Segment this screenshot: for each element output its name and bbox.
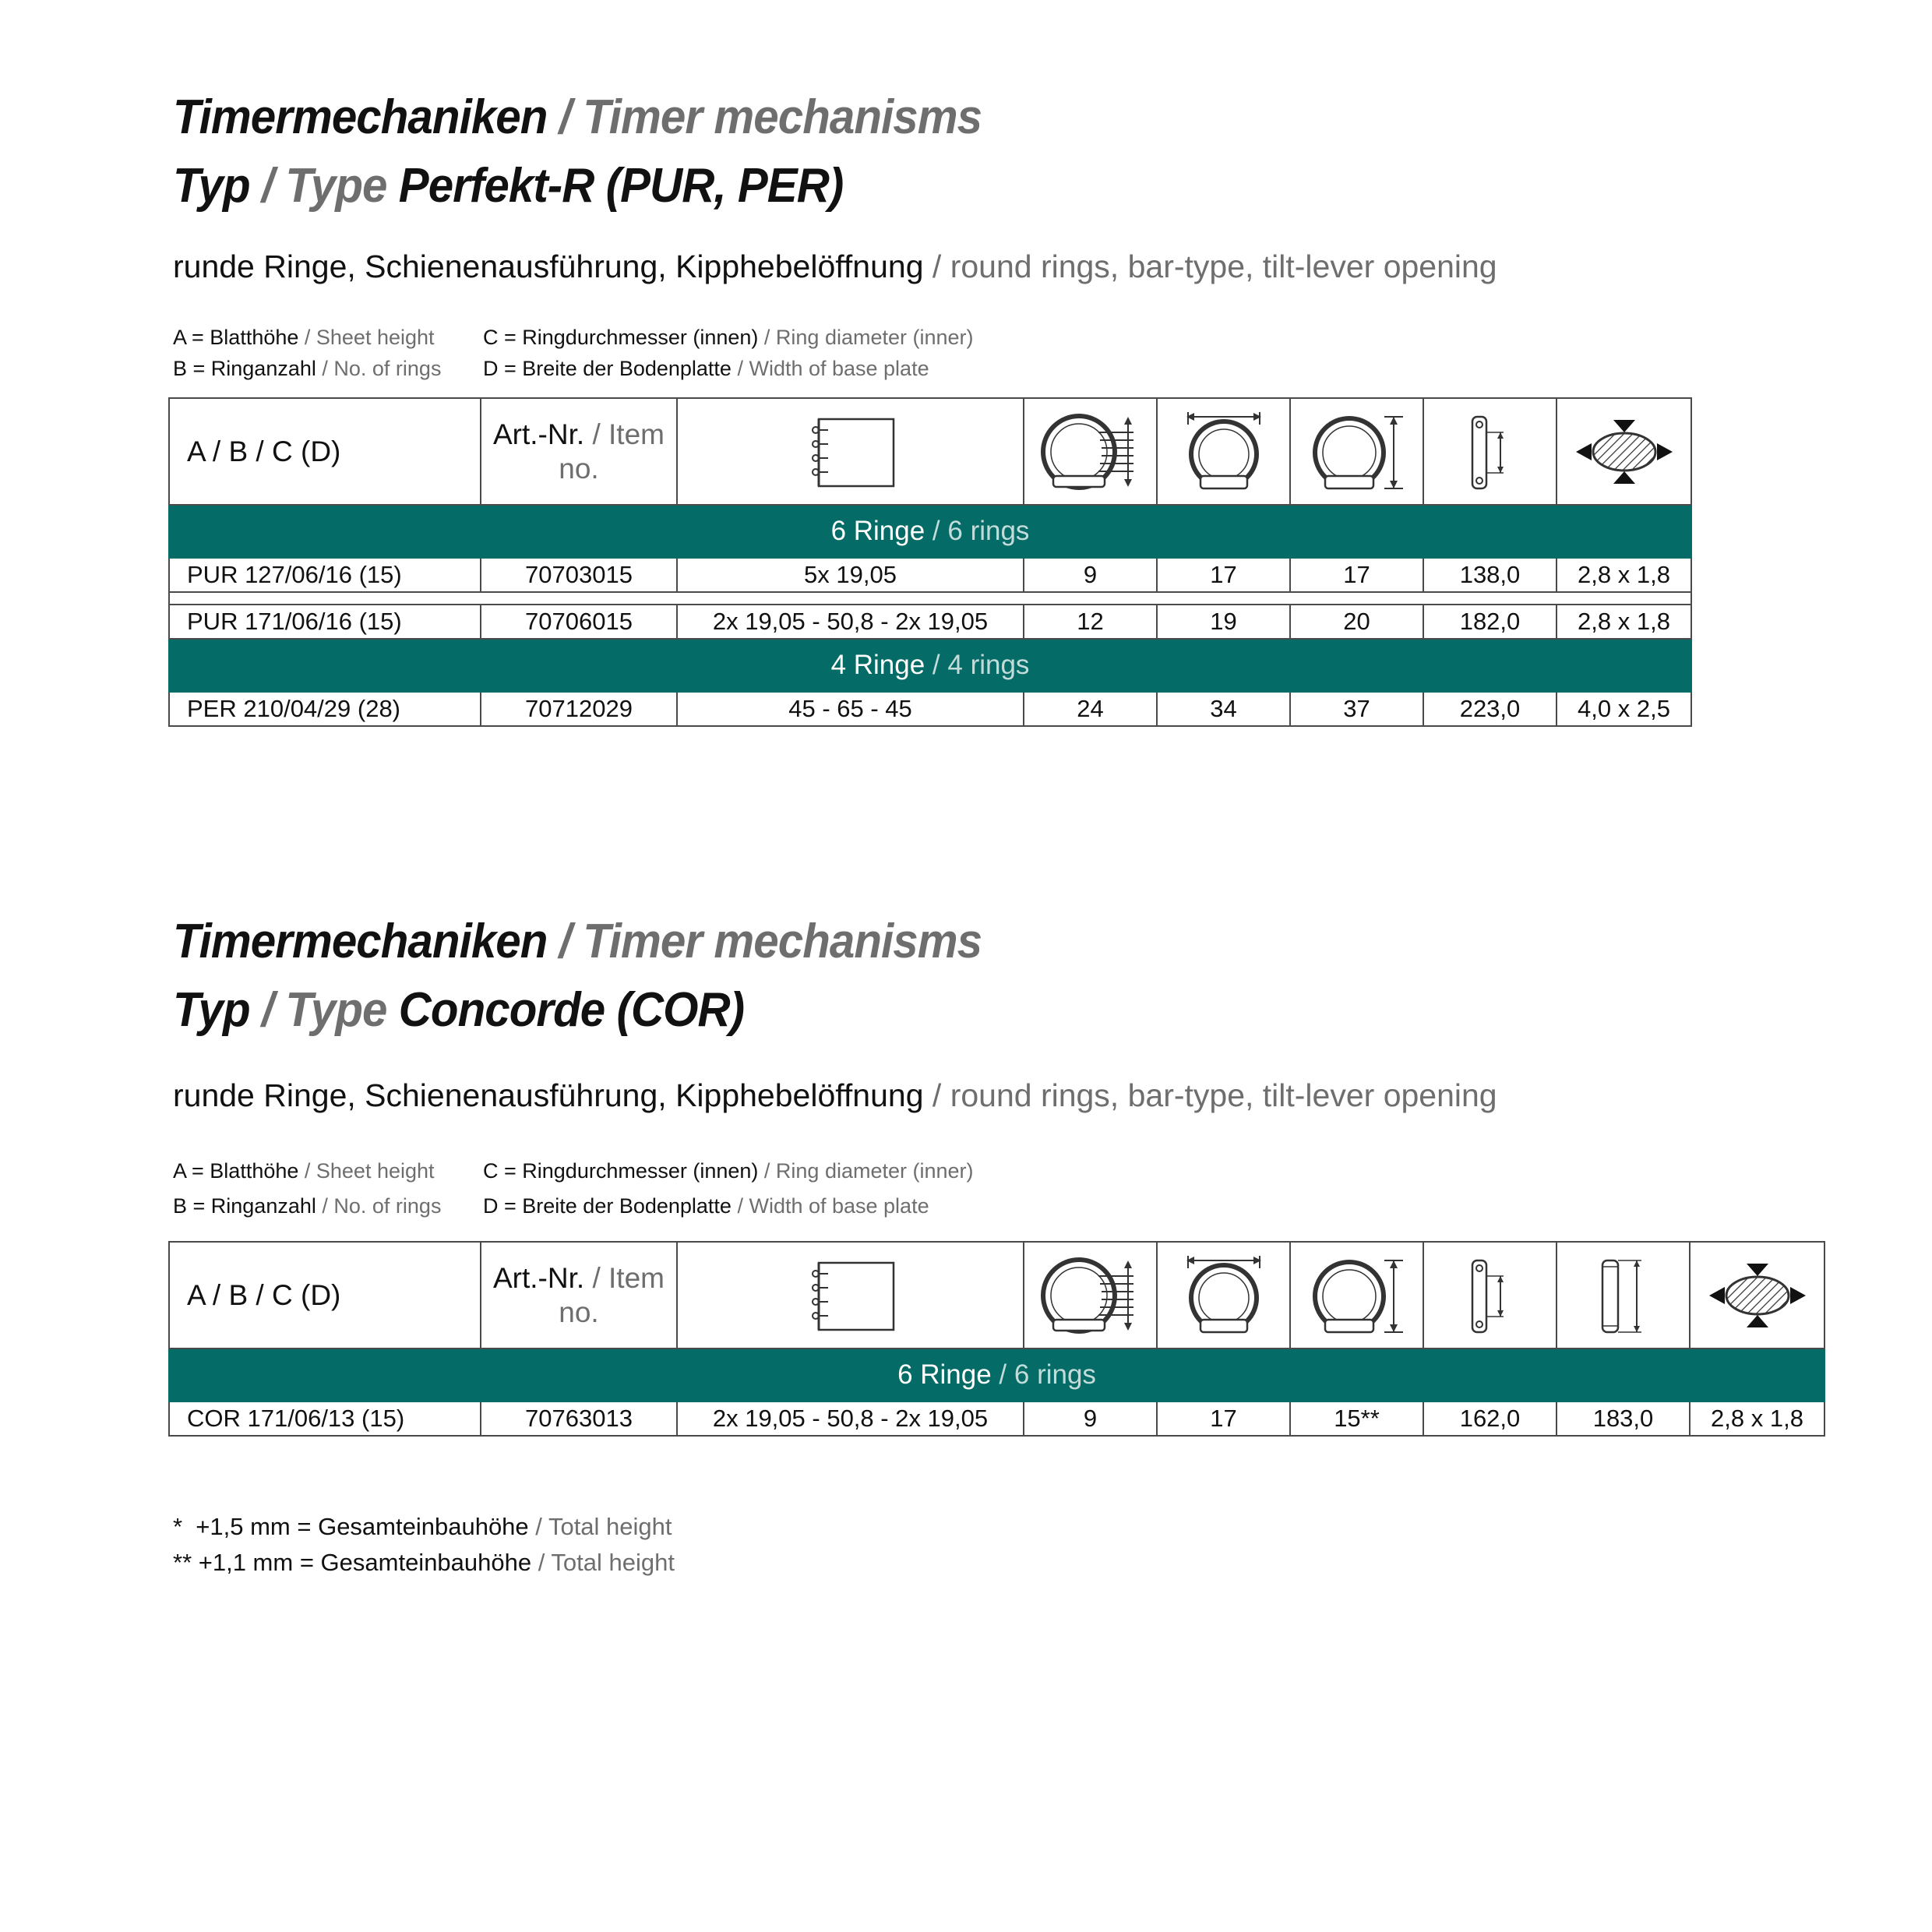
cell-ring-spacing: 5x 19,05 [677, 558, 1024, 592]
cell-abcd: PUR 127/06/16 (15) [169, 558, 481, 592]
title-sep: / [547, 915, 583, 968]
cell-ring-spacing: 2x 19,05 - 50,8 - 2x 19,05 [677, 1401, 1024, 1436]
hole-profile-icon [1557, 398, 1691, 505]
cell-base-length: 182,0 [1423, 605, 1557, 639]
header-abcd: A / B / C (D) [169, 398, 481, 505]
sheet-rings-icon [677, 1242, 1024, 1349]
cell-width: 19 [1157, 605, 1290, 639]
cell-hole-profile: 2,8 x 1,8 [1557, 605, 1691, 639]
cell-height: 37 [1290, 692, 1423, 726]
cell-hole-profile: 4,0 x 2,5 [1557, 692, 1691, 726]
cell-height: 15** [1290, 1401, 1423, 1436]
title-sep: / [547, 90, 583, 144]
subtitle-en: round rings, bar-type, tilt-lever opening [950, 1077, 1497, 1113]
footnote-mark: ** [173, 1549, 199, 1576]
group-row [169, 1349, 1824, 1401]
group-label [169, 505, 1691, 558]
group-label-de: 4 Ringe [830, 650, 925, 680]
type-en: Type [285, 983, 387, 1037]
footnote-en: / Total height [528, 1513, 672, 1540]
cell-width: 17 [1157, 558, 1290, 592]
type-sep: / [249, 159, 286, 213]
legend-d-en: / Width of base plate [731, 1194, 929, 1218]
cell-abcd: PER 210/04/29 (28) [169, 692, 481, 726]
group-label-en: / 4 rings [925, 650, 1030, 680]
group-label-en: / 6 rings [991, 1359, 1096, 1390]
table-header-row [169, 398, 1691, 505]
cell-item-no: 70763013 [481, 1401, 677, 1436]
model-name: Perfekt-R (PUR, PER) [386, 159, 844, 213]
hole-profile-icon [1690, 1242, 1824, 1349]
legend-b-en: / No. of rings [316, 1194, 442, 1218]
cell-base-length: 223,0 [1423, 692, 1557, 726]
header-art-de: Art.-Nr. [493, 418, 585, 450]
title-line-1 [173, 915, 982, 968]
table-row [169, 1401, 1824, 1436]
ring-width-icon [1157, 398, 1290, 505]
cell-ring-spacing: 45 - 65 - 45 [677, 692, 1024, 726]
subtitle [173, 251, 1497, 283]
table-header-row [169, 1242, 1824, 1349]
legend-a [173, 326, 435, 350]
group-label [169, 639, 1691, 692]
legend-a-en: / Sheet height [298, 326, 435, 349]
cell-base-length: 138,0 [1423, 558, 1557, 592]
title-en: Timer mechanisms [583, 90, 982, 144]
group-label-de: 6 Ringe [830, 516, 925, 546]
row-spacer [169, 592, 1691, 605]
group-row [169, 505, 1691, 558]
ring-capacity-icon [1024, 398, 1157, 505]
base-plate-length-icon [1423, 398, 1557, 505]
group-label [169, 1349, 1824, 1401]
legend-b [173, 357, 441, 381]
cell-width: 17 [1157, 1401, 1290, 1436]
ring-height-icon [1290, 398, 1423, 505]
legend-d [483, 357, 929, 381]
cell-height: 17 [1290, 558, 1423, 592]
spec-table [168, 1241, 1825, 1437]
footnote-2 [173, 1549, 675, 1577]
title-de: Timermechaniken [173, 915, 548, 968]
title-line-2 [173, 159, 844, 213]
group-row [169, 639, 1691, 692]
legend-b-de: B = Ringanzahl [173, 1194, 316, 1218]
title-line-2 [173, 983, 745, 1037]
ring-width-icon [1157, 1242, 1290, 1349]
title-en: Timer mechanisms [583, 915, 982, 968]
subtitle-sep: / [923, 249, 950, 284]
spacer-cell [169, 592, 1691, 605]
spec-table [168, 397, 1692, 727]
base-plate-length-icon [1423, 1242, 1557, 1349]
subtitle-en: round rings, bar-type, tilt-lever opening [950, 249, 1497, 284]
legend-b-de: B = Ringanzahl [173, 357, 316, 380]
table-row [169, 605, 1691, 639]
cell-capacity: 24 [1024, 692, 1157, 726]
header-art-en: / Item no. [559, 418, 665, 485]
footnote-de: +1,5 mm = Gesamteinbauhöhe [196, 1513, 529, 1540]
title-de: Timermechaniken [173, 90, 548, 144]
type-de: Typ [173, 983, 250, 1037]
table-row [169, 558, 1691, 592]
cell-hole-profile: 2,8 x 1,8 [1690, 1401, 1824, 1436]
legend-a [173, 1159, 435, 1183]
ring-height-icon [1290, 1242, 1423, 1349]
subtitle-de: runde Ringe, Schienenausführung, Kipphebelöffnung [173, 1077, 924, 1113]
header-art-en: / Item no. [559, 1261, 665, 1328]
cell-item-no: 70703015 [481, 558, 677, 592]
cell-item-no: 70712029 [481, 692, 677, 726]
legend-b [173, 1194, 441, 1218]
header-item-no [481, 398, 677, 505]
footnote-en: / Total height [531, 1549, 675, 1576]
legend-d-de: D = Breite der Bodenplatte [483, 357, 732, 380]
subtitle-sep: / [923, 1077, 950, 1113]
mechanism-length-icon [1557, 1242, 1690, 1349]
cell-height: 20 [1290, 605, 1423, 639]
legend-d-en: / Width of base plate [731, 357, 929, 380]
type-en: Type [285, 159, 387, 213]
subtitle [173, 1077, 1497, 1113]
type-de: Typ [173, 159, 250, 213]
legend-c [483, 1159, 974, 1183]
subtitle-de: runde Ringe, Schienenausführung, Kipphebelöffnung [173, 249, 924, 284]
cell-width: 34 [1157, 692, 1290, 726]
header-item-no [481, 1242, 677, 1349]
sheet-rings-icon [677, 398, 1024, 505]
cell-capacity: 9 [1024, 558, 1157, 592]
legend-a-de: A = Blatthöhe [173, 1159, 299, 1183]
type-sep: / [249, 983, 286, 1037]
cell-base-length: 162,0 [1423, 1401, 1557, 1436]
footnote-de: +1,1 mm = Gesamteinbauhöhe [198, 1549, 532, 1576]
ring-capacity-icon [1024, 1242, 1157, 1349]
table-row [169, 692, 1691, 726]
legend-c-de: C = Ringdurchmesser (innen) [483, 1159, 759, 1183]
group-label-de: 6 Ringe [897, 1359, 992, 1390]
legend-b-en: / No. of rings [316, 357, 442, 380]
title-line-1 [173, 90, 982, 144]
cell-item-no: 70706015 [481, 605, 677, 639]
cell-capacity: 9 [1024, 1401, 1157, 1436]
legend-a-en: / Sheet height [298, 1159, 435, 1183]
header-abcd: A / B / C (D) [169, 1242, 481, 1349]
cell-abcd: COR 171/06/13 (15) [169, 1401, 481, 1436]
cell-mechanism-length: 183,0 [1557, 1401, 1690, 1436]
cell-abcd: PUR 171/06/16 (15) [169, 605, 481, 639]
footnote-mark: * [173, 1513, 196, 1540]
legend-c [483, 326, 974, 350]
legend-c-en: / Ring diameter (inner) [758, 326, 974, 349]
legend-a-de: A = Blatthöhe [173, 326, 299, 349]
header-art-de: Art.-Nr. [493, 1261, 585, 1294]
legend-d-de: D = Breite der Bodenplatte [483, 1194, 732, 1218]
cell-capacity: 12 [1024, 605, 1157, 639]
cell-ring-spacing: 2x 19,05 - 50,8 - 2x 19,05 [677, 605, 1024, 639]
legend-c-de: C = Ringdurchmesser (innen) [483, 326, 759, 349]
legend-c-en: / Ring diameter (inner) [758, 1159, 974, 1183]
group-label-en: / 6 rings [925, 516, 1030, 546]
cell-hole-profile: 2,8 x 1,8 [1557, 558, 1691, 592]
footnote-1 [173, 1513, 672, 1541]
model-name: Concorde (COR) [386, 983, 745, 1037]
legend-d [483, 1194, 929, 1218]
